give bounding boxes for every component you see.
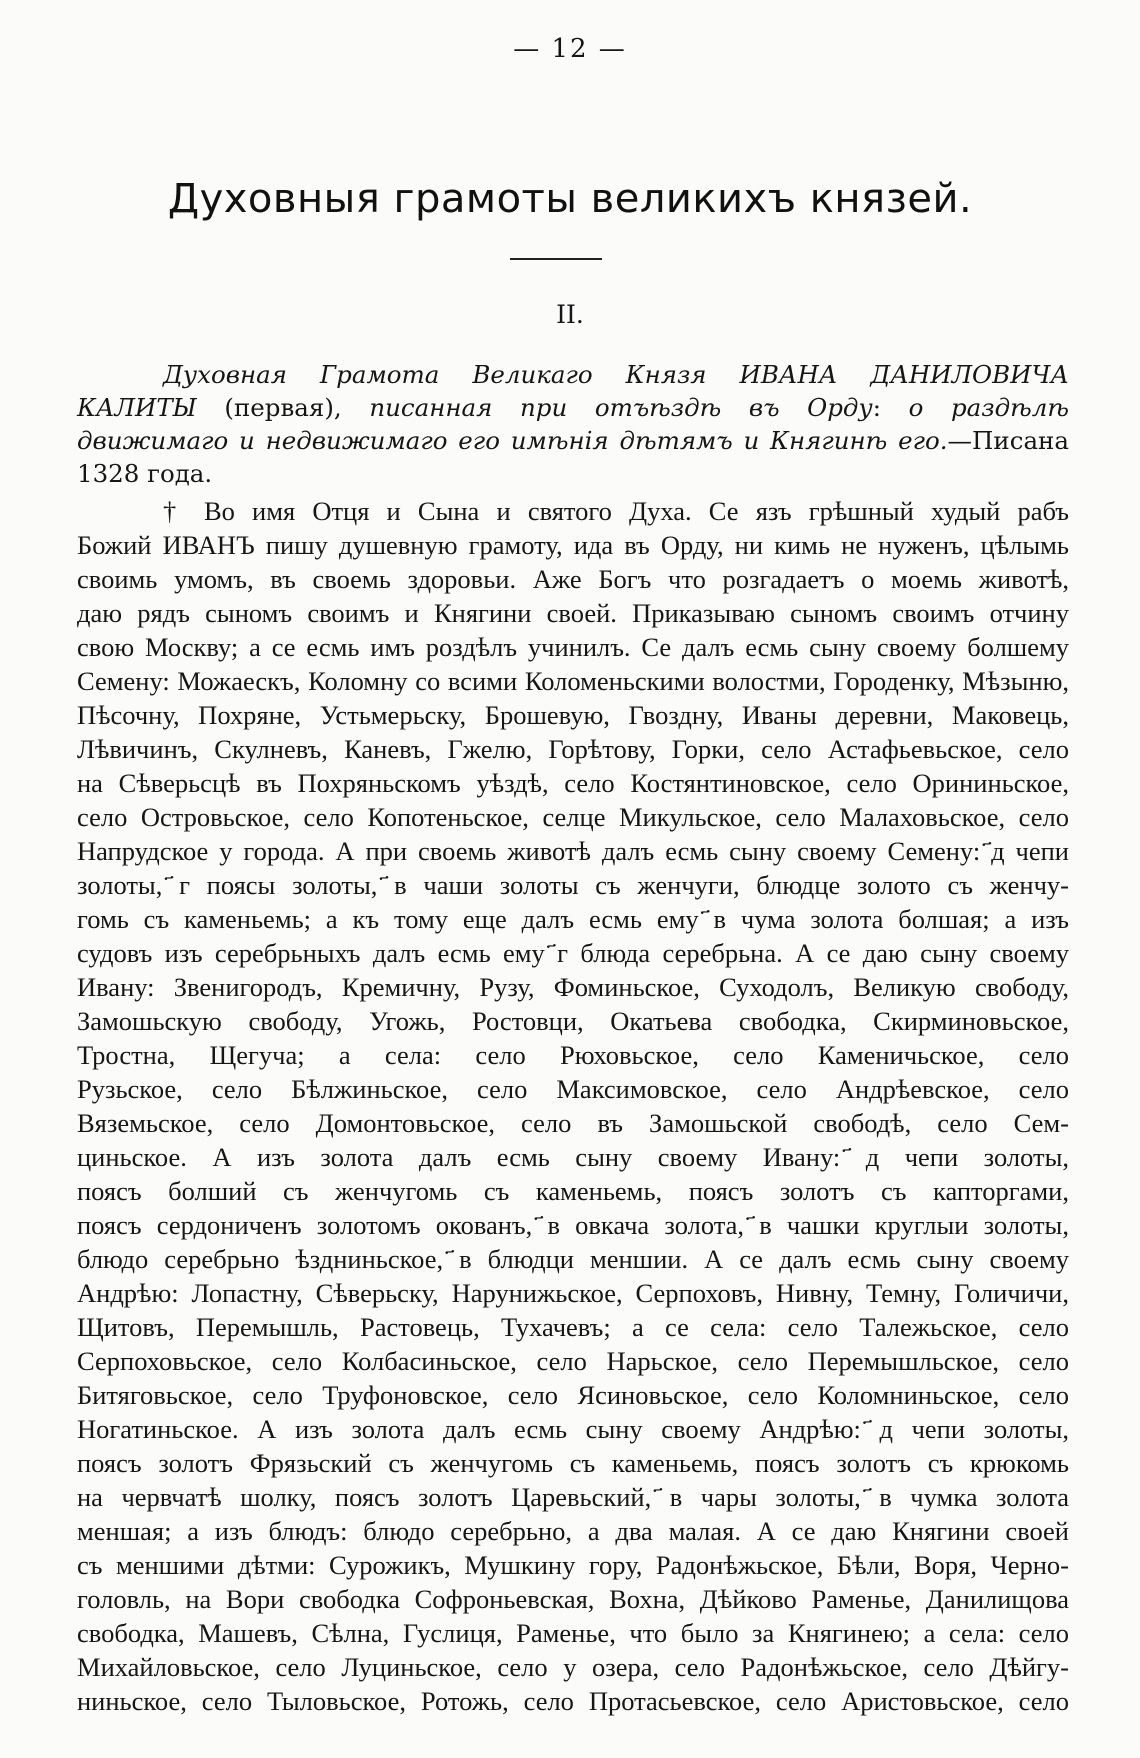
heading-note: (первая), xyxy=(196,393,370,422)
text-line: ниньское, село Тыловьское, Ротожь, село Протасьевское, село Аристовьское, село xyxy=(77,1686,1069,1716)
text-line: Серпоховьское, село Колбасиньское, село Нарьское, село Перемышльское, село xyxy=(77,1346,1069,1376)
text-line: село Островьское, село Копотеньское, селце Микульское, село Малаховьское, село xyxy=(77,802,1069,832)
text-line: меншая; а изъ блюдъ: блюдо серебрьно, а два малая. А се даю Княгини своей xyxy=(77,1516,1069,1546)
document-body xyxy=(77,494,1069,1718)
text-line: Щитовъ, Перемышль, Растовець, Тухачевъ; а се села: село Талежьское, село xyxy=(77,1312,1069,1342)
section-number: II. xyxy=(556,300,584,329)
page-number: — 12 — xyxy=(513,34,627,64)
text-line: Божий ИВАНЪ пишу душевную грамоту, ида въ Орду, ни кимь не нуженъ, цѣлымь xyxy=(77,530,1069,560)
text-line: даю рядъ сыномъ своимъ и Княгини своей. Приказываю сыномъ своимъ отчину xyxy=(77,598,1069,628)
text-line: Замошьскую свободу, Угожь, Ростовци, Окатьева свободка, Скирминовьское, xyxy=(77,1006,1069,1036)
heading-date: —Писана 1328 года. xyxy=(77,426,1069,488)
text-line: поясъ сердониченъ золотомъ окованъ, ҃в овкача золота, ҃в чашки круглыи золоты, xyxy=(77,1210,1069,1240)
text-line: золоты, ҃г поясы золоты, ҃в чаши золоты съ женчуги, блюдце золото съ женчу- xyxy=(77,870,1069,900)
text-line: Андрѣю: Лопастну, Сѣверьску, Нарунижьское, Серпоховъ, Нивну, Темну, Голичичи, xyxy=(77,1278,1069,1308)
page-title: Духовныя грамоты великихъ князей. xyxy=(167,176,973,222)
text-line: поясъ золотъ Фрязьский съ женчугомь съ каменьемь, поясъ золотъ съ крюкомь xyxy=(77,1448,1069,1478)
text-line: поясъ болший съ женчугомь съ каменьемь, поясъ золотъ съ капторгами, xyxy=(77,1176,1069,1206)
heading-title: Духовная Грамота Великаго Князя ИВАНА ДАНИЛОВИЧА КАЛИТЫ xyxy=(77,360,1069,422)
text-line: Михайловьское, село Луциньское, село у озера, село Радонѣжьское, село Дѣйгу- xyxy=(77,1652,1069,1682)
text-line: Семену: Можаескъ, Коломну со всими Коломеньскими волостми, Городенку, Мѣзыню, xyxy=(77,666,1069,696)
text-line: циньское. А изъ золота далъ есмь сыну своему Ивану: ҃д чепи золоты, xyxy=(77,1142,1069,1172)
text-line: судовъ изъ серебрьныхъ далъ есмь ему ҃г блюда серебрьна. А се даю сыну своему xyxy=(77,938,1069,968)
text-line: головль, на Вори свободка Софроньевская, Вохна, Дѣйково Раменье, Данилищова xyxy=(77,1584,1069,1614)
text-line: Ивану: Звенигородъ, Кремичну, Рузу, Фоминьское, Суходолъ, Великую свободу, xyxy=(77,972,1069,1002)
text-line: съ меншими дѣтми: Сурожикъ, Мушкину гору, Радонѣжьское, Бѣли, Воря, Черно- xyxy=(77,1550,1069,1580)
text-line: Пѣсочну, Похряне, Устьмерьску, Брошевую, Гвоздну, Иваны деревни, Маковець, xyxy=(77,700,1069,730)
text-line: Вяземьское, село Домонтовьское, село въ Замошьской свободѣ, село Сем- xyxy=(77,1108,1069,1138)
text-line: † Во имя Отця и Сына и святого Духа. Се язъ грѣшный худый рабъ xyxy=(163,496,1069,526)
text-line: гомь съ каменьемь; а къ тому еще далъ есмь ему ҃в чума золота болшая; а изъ xyxy=(77,904,1069,934)
text-line: своимь умомъ, въ своемь здоровьи. Аже Богъ что розгадаетъ о моемь животѣ, xyxy=(77,564,1069,594)
document-heading xyxy=(77,358,1069,490)
text-line: Лѣвичинъ, Скулневъ, Каневъ, Гжелю, Горѣтову, Горки, село Астафьевьское, село xyxy=(77,734,1069,764)
text-line: на червчатѣ шолку, поясъ золотъ Царевьский, ҃в чары золоты, ҃в чумка золота xyxy=(77,1482,1069,1512)
text-line: Тростна, Щегуча; а села: село Рюховьское, село Каменичьское, село xyxy=(77,1040,1069,1070)
text-line: Ногатиньское. А изъ золота далъ есмь сыну своему Андрѣю: ҃д чепи золоты, xyxy=(77,1414,1069,1444)
text-line: Рузьское, село Бѣлжиньское, село Максимовское, село Андрѣевское, село xyxy=(77,1074,1069,1104)
text-line: блюдо серебрьно ѣздниньское, ҃в блюдци меншии. А се далъ есмь сыну своему xyxy=(77,1244,1069,1274)
text-line: Битяговьское, село Труфоновское, село Ясиновьское, село Коломниньское, село xyxy=(77,1380,1069,1410)
text-line: свободка, Машевъ, Сѣлна, Гуслиця, Раменье, что было за Княгинею; а села: село xyxy=(77,1618,1069,1648)
heading-subject: о раздѣлѣ движимаго и недвижимаго его имѣнія дѣтямъ и Княгинѣ его. xyxy=(77,393,1069,455)
text-line: свою Москву; а се есмь имъ роздѣлъ учинилъ. Се далъ есмь сыну своему болшему xyxy=(77,632,1069,662)
text-line: Напрудское у города. А при своемь животѣ далъ есмь сыну своему Семену: ҃д чепи xyxy=(77,836,1069,866)
text-line: на Сѣверьсцѣ въ Похряньскомъ уѣздѣ, село Костянтиновское, село Орининьское, xyxy=(77,768,1069,798)
heading-colon: : xyxy=(872,393,909,422)
heading-occasion: писанная при отъѣздѣ въ Орду xyxy=(369,393,873,422)
title-divider xyxy=(510,258,602,260)
